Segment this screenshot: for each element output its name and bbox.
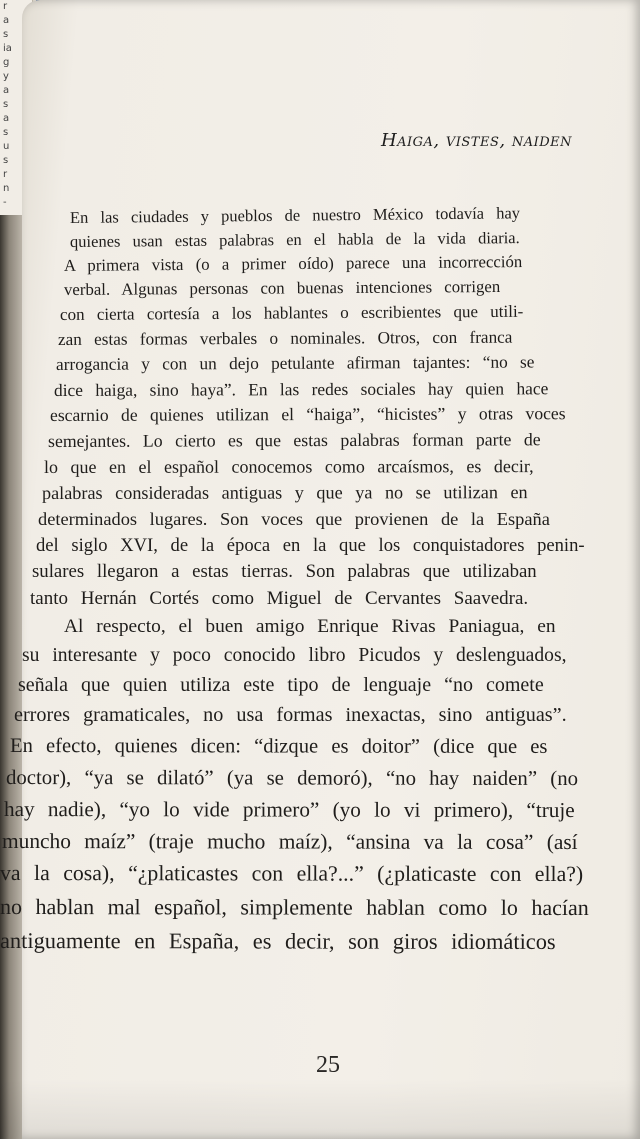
text-line: errores gramaticales, no usa formas inexactas, sino antiguas”.: [14, 704, 567, 726]
text-line: señala que quien utiliza este tipo de lenguaje “no comete: [18, 674, 544, 696]
text-line: muncho maíz” (traje mucho maíz), “ansina va la cosa” (así: [1, 829, 578, 855]
running-head: Haiga, vistes, naiden: [380, 130, 572, 151]
text-line: En las ciudades y pueblos de nuestro México todavía hay: [69, 203, 521, 227]
text-line: verbal. Algunas personas con buenas intenciones corrigen: [63, 276, 501, 299]
text-line: con cierta cortesía a los hablantes o escribientes que utili-: [59, 301, 524, 324]
text-line: A primera vista (o a primer oído) parece una incorrección: [63, 252, 523, 275]
text-line: dice haiga, sino haya”. En las redes sociales hay quien hace: [53, 378, 549, 400]
text-line: antiguamente en España, es decir, son giros idiomáticos: [0, 928, 556, 954]
text-line: palabras consideradas antiguas y que ya no se utilizan en: [41, 482, 528, 503]
left-page-fragment: r: [3, 1, 8, 12]
left-page-fragment: a: [3, 113, 10, 124]
left-page-fragment: a: [3, 15, 10, 26]
text-line: arrogancia y con un dejo petulante afirman tajantes: “no se: [55, 352, 535, 374]
page-number: 25: [316, 1052, 340, 1078]
text-line: lo que en el español conocemos como arcaísmos, es decir,: [43, 456, 534, 477]
text-line: doctor), “ya se dilató” (ya se demoró), “no hay naiden” (no: [5, 766, 579, 790]
text-line: su interesante y poco conocido libro Picudos y deslenguados,: [22, 645, 567, 666]
left-page-fragment: a: [3, 85, 10, 96]
text-line: tanto Hernán Cortés como Miguel de Cervantes Saavedra.: [30, 588, 529, 609]
left-page-fragment: ia: [3, 43, 12, 54]
left-page-fragment: u: [3, 141, 10, 152]
text-line: zan estas formas verbales o nominales. Otros, con franca: [57, 327, 513, 349]
left-page-fragment: g: [3, 57, 10, 68]
left-page-fragment: s: [3, 99, 9, 110]
text-line: quienes usan estas palabras en el habla de la vida diaria.: [69, 228, 520, 251]
page-shadow: [0, 1079, 640, 1139]
text-line: Al respecto, el buen amigo Enrique Rivas Paniagua, en: [64, 616, 556, 637]
text-line: va la cosa), “¿platicastes con ella?...” (¿platicaste con ella?): [0, 861, 584, 887]
text-line: sulares llegaron a estas tierras. Son palabras que utilizaban: [32, 561, 537, 582]
left-page-fragment: r: [3, 169, 8, 180]
text-line: En efecto, quienes dicen: “dizque es doitor” (dice que es: [9, 735, 548, 758]
text-line: del siglo XVI, de la época en la que los conquistadores penin-: [36, 535, 585, 556]
text-line: semejantes. Lo cierto es que estas palabras forman parte de: [47, 429, 541, 451]
left-page-fragment: -: [3, 197, 7, 208]
left-page-fragment: s: [3, 155, 9, 166]
left-page-fragment: y: [3, 71, 9, 82]
left-page-fragment: n: [3, 183, 10, 194]
text-line: no hablan mal español, simplemente hablan como lo hacían: [0, 894, 589, 921]
text-line: determinados lugares. Son voces que provienen de la España: [38, 509, 550, 529]
text-line: escarnio de quienes utilizan el “haiga”, “hicistes” y otras voces: [49, 403, 566, 425]
text-line: hay nadie), “yo lo vide primero” (yo lo vi primero), “truje: [3, 797, 575, 822]
left-page-fragment: s: [3, 127, 9, 138]
left-page-fragment: s: [3, 29, 9, 40]
